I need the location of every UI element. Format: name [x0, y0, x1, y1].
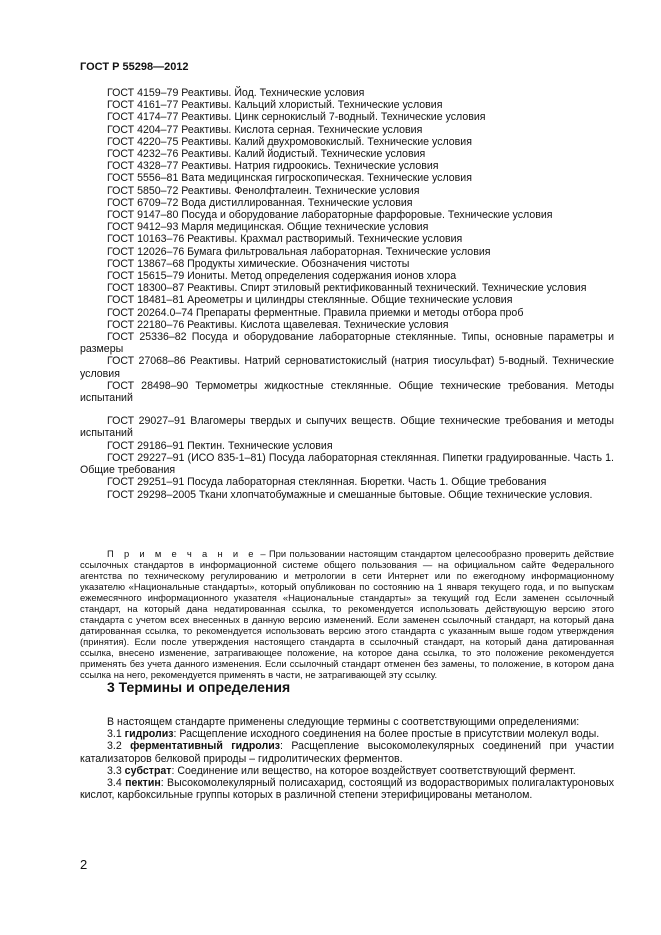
- term-definition: : Соединение или вещество, на которое воздействует соответствующий фермент.: [171, 764, 576, 777]
- reference-item: ГОСТ 4204–77 Реактивы. Кислота серная. Технические условия: [107, 123, 423, 136]
- reference-item: ГОСТ 10163–76 Реактивы. Крахмал растворимый. Технические условия: [107, 233, 463, 246]
- reference-item: ГОСТ 9147–80 Посуда и оборудование лабораторные фарфоровые. Технические условия: [107, 209, 553, 222]
- term-number: 3.1: [107, 728, 125, 741]
- reference-item: ГОСТ 29251–91 Посуда лабораторная стеклянная. Бюретки. Часть 1. Общие требования: [107, 476, 547, 489]
- reference-item: ГОСТ 13867–68 Продукты химические. Обозначения чистоты: [107, 257, 410, 270]
- term-name: гидролиз: [124, 728, 174, 741]
- reference-item: ГОСТ 29027–91 Влагомеры твердых и сыпучих веществ. Общие технические требования и методы испытаний: [80, 415, 614, 440]
- reference-item: ГОСТ 5556–81 Вата медицинская гигроскопическая. Технические условия: [107, 172, 472, 185]
- terms-block: [80, 716, 614, 801]
- reference-item: ГОСТ 12026–76 Бумага фильтровальная лабораторная. Технические условия: [107, 245, 491, 258]
- reference-item: ГОСТ 15615–79 Иониты. Метод определения содержания ионов хлора: [107, 270, 457, 283]
- term-number: 3.2: [107, 740, 131, 753]
- reference-item: ГОСТ 4220–75 Реактивы. Калий двухромовокислый. Технические условия: [107, 135, 472, 148]
- reference-item: ГОСТ 4159–79 Реактивы. Йод. Технические условия: [107, 87, 365, 99]
- term-definition: : Расщепление исходного соединения на более простые в присутствии молекул воды.: [173, 728, 600, 741]
- reference-item: ГОСТ 5850–72 Реактивы. Фенолфталеин. Технические условия: [107, 184, 420, 197]
- note-text: – При пользовании настоящим стандартом целесообразно проверить действие ссылочных стандартов в информационной системе общего пользования — на официальном сайте Федерального агентства по техническому регулированию и метрологии в сети Интернет или по ежегодному информационному указателю «Национальные стандарты», который опубликован по состоянию на 1 января текущего года, и по выпускам ежемесячного информационного указателя «Национальные стандарты» за текущий год Если заменен ссылочный стандарт, на который дана недатированная ссылка, то рекомендуется использовать действующую версию этого стандарта с учетом всех внесенных в данную версию изменений. Если заменен ссылочный стандарт, на который дана датированная ссылка, то рекомендуется использовать версию этого стандарта с указанным выше годом утверждения (принятия). Если после утверждения настоящего стандарта в ссылочный стандарт, на который дана датированная ссылка, внесено изменение, затрагивающее положение, на которое дана ссылка, то это положение рекомендуется применять без учета данного изменения. Если ссылочный стандарт отменен без замены, то положение, в котором дана ссылка на него, рекомендуется применять в части, не затрагивающей эту ссылку.: [80, 548, 614, 680]
- reference-item: ГОСТ 18481–81 Ареометры и цилиндры стеклянные. Общие технические условия: [107, 294, 513, 307]
- reference-item: ГОСТ 28498–90 Термометры жидкостные стеклянные. Общие технические требования. Методы испытаний: [80, 379, 614, 405]
- reference-item: ГОСТ 25336–82 Посуда и оборудование лабораторные стеклянные. Типы, основные параметры и размеры: [80, 331, 614, 356]
- term-name: пектин: [125, 777, 161, 790]
- term-entry: [80, 740, 614, 764]
- reference-item: ГОСТ 22180–76 Реактивы. Кислота щавелевая. Технические условия: [107, 318, 449, 331]
- term-entry: [80, 765, 614, 777]
- reference-item: ГОСТ 20264.0–74 Препараты ферментные. Правила приемки и методы отбора проб: [107, 306, 524, 319]
- page-number: 2: [80, 857, 88, 872]
- reference-item: ГОСТ 4328–77 Реактивы. Натрия гидроокись. Технические условия: [107, 160, 439, 173]
- reference-item: ГОСТ 4174–77 Реактивы. Цинк сернокислый 7-водный. Технические условия: [107, 111, 486, 124]
- reference-item: ГОСТ 9412–93 Марля медицинская. Общие технические условия: [107, 221, 429, 234]
- references-list: [80, 87, 614, 501]
- reference-item: ГОСТ 18300–87 Реактивы. Спирт этиловый ректификованный технический. Технические условия: [107, 282, 587, 295]
- reference-item: ГОСТ 29227–91 (ИСО 835-1–81) Посуда лабораторная стеклянная. Пипетки градуированные. Часть 1. Общие требования: [80, 451, 614, 477]
- term-number: 3.4: [107, 777, 126, 790]
- term-number: 3.3: [107, 764, 125, 777]
- terms-intro: В настоящем стандарте применены следующие термины с соответствующими определениями:: [107, 716, 580, 728]
- term-name: ферментативный гидролиз: [130, 740, 281, 753]
- section-title: 3 Термины и определения: [107, 679, 291, 695]
- reference-item: ГОСТ 29298–2005 Ткани хлопчатобумажные и смешанные бытовые. Общие технические условия.: [107, 488, 593, 501]
- reference-item: ГОСТ 27068–86 Реактивы. Натрий серноватистокислый (натрия тиосульфат) 5-водный. Технические условия: [80, 355, 614, 380]
- reference-item: ГОСТ 29186–91 Пектин. Технические условия: [107, 439, 333, 452]
- reference-item: ГОСТ 4161–77 Реактивы. Кальций хлористый. Технические условия: [107, 99, 443, 112]
- reference-item: ГОСТ 6709–72 Вода дистиллированная. Технические условия: [107, 196, 413, 209]
- term-entry: [80, 777, 614, 801]
- term-entry: [80, 728, 614, 740]
- reference-item: ГОСТ 4232–76 Реактивы. Калий йодистый. Технические условия: [107, 148, 426, 161]
- note-paragraph: [80, 548, 614, 680]
- term-definition: : Высокомолекулярный полисахарид, состоящий из водорастворимых полигалактуроновых кислот, карбоксильные группы которых в различной степени этерифицированы метанолом.: [80, 777, 614, 802]
- document-header: ГОСТ Р 55298—2012: [80, 61, 189, 73]
- term-definition: : Расщепление высокомолекулярных соединений при участии катализаторов белковой природы – гидролитических ферментов.: [80, 740, 614, 765]
- term-name: субстрат: [124, 764, 172, 777]
- note-label: П р и м е ч а н и е: [107, 548, 257, 559]
